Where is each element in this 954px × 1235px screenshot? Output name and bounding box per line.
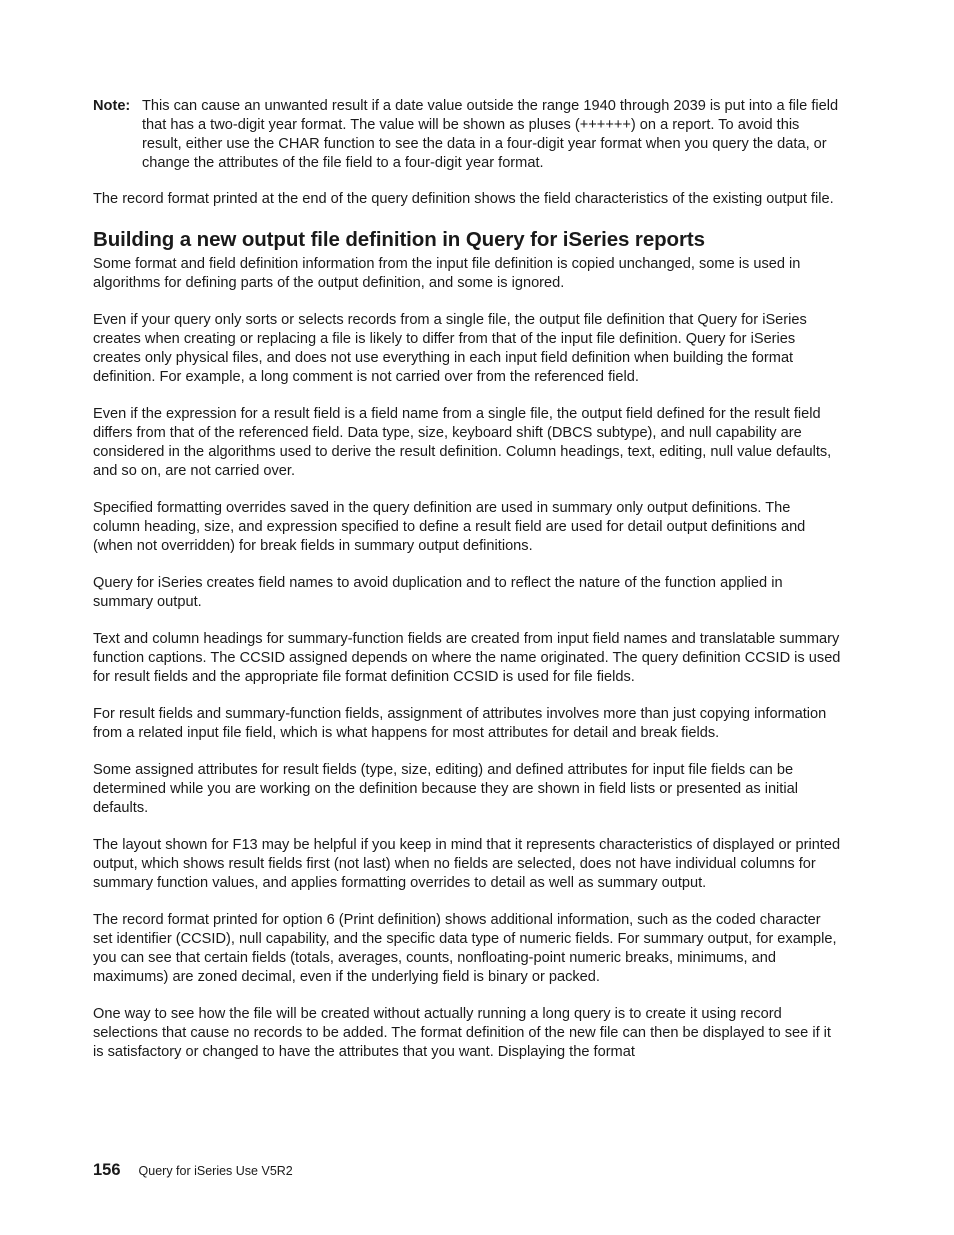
paragraph-6: Text and column headings for summary-function fields are created from input field names and translatable summary function captions. The CCSID assigned depends on where the name originated. The query definition CCSID is used for result fields and the appropriate file format definition CCSID is used for file fields. bbox=[93, 631, 841, 685]
paragraph-10: The record format printed for option 6 (Print definition) shows additional information, such as the coded character set identifier (CCSID), null capability, and the specific data type of numeric fields. For summary output, for example, you can see that certain fields (totals, averages, counts, nonfloating-point numeric breaks, minimums, and maximums) are zoned decimal, even if the underlying field is binary or packed. bbox=[93, 912, 837, 985]
intro-paragraph: The record format printed at the end of the query definition shows the field characteristics of the existing output file. bbox=[93, 191, 834, 207]
page-content bbox=[93, 97, 841, 1080]
book-title: Query for iSeries Use V5R2 bbox=[138, 1164, 293, 1178]
paragraph-9: The layout shown for F13 may be helpful if you keep in mind that it represents characteristics of displayed or printed output, which shows result fields first (not last) when no fields are selected, does not have individual columns for summary function values, and applies formatting overrides to detail as well as summary output. bbox=[93, 837, 841, 891]
section-heading: Building a new output file definition in Query for iSeries reports bbox=[93, 228, 705, 251]
note-text: This can cause an unwanted result if a date value outside the range 1940 through 2039 is put into a file field that has a two-digit year format. The value will be shown as pluses (++++++) on a report. To avoid this result, either use the CHAR function to see the data in a four-digit year format when you query the data, or change the attributes of the file field to a four-digit year format. bbox=[142, 98, 839, 171]
paragraph-7: For result fields and summary-function fields, assignment of attributes involves more than just copying information from a related input file field, which is what happens for most attributes for detail and break fields. bbox=[93, 706, 827, 741]
paragraph-2: Even if your query only sorts or selects records from a single file, the output file definition that Query for iSeries creates when creating or replacing a file is likely to differ from that of the input file definition. Query for iSeries creates only physical files, and does not use everything in each input field definition when building the format definition. For example, a long comment is not carried over from the referenced field. bbox=[93, 312, 807, 385]
paragraph-8: Some assigned attributes for result fields (type, size, editing) and defined attributes for input file fields can be determined while you are working on the definition because they are shown in field lists or presented as initial defaults. bbox=[93, 762, 798, 816]
note-block bbox=[93, 97, 841, 173]
note-label: Note: bbox=[93, 98, 131, 114]
page-footer bbox=[93, 1161, 293, 1180]
paragraph-4: Specified formatting overrides saved in the query definition are used in summary only output definitions. The column heading, size, and expression specified to define a result field are used for detail output definitions and (when not overridden) for break fields in summary output definitions. bbox=[93, 500, 806, 554]
page-number: 156 bbox=[93, 1161, 121, 1179]
paragraph-11: One way to see how the file will be created without actually running a long query is to create it using record selections that cause no records to be added. The format definition of the new file can then be displayed to see if it is satisfactory or changed to have the attributes that you want. Displaying the format bbox=[93, 1006, 831, 1060]
paragraph-1: Some format and field definition information from the input file definition is copied unchanged, some is used in algorithms for defining parts of the output definition, and some is ignored. bbox=[93, 256, 801, 291]
paragraph-3: Even if the expression for a result field is a field name from a single file, the output field defined for the result field differs from that of the referenced field. Data type, size, keyboard shift (DBCS subtype), and null capability are considered in the algorithms used to derive the result definition. Column headings, text, editing, null value defaults, and so on, are not carried over. bbox=[93, 406, 832, 479]
paragraph-5: Query for iSeries creates field names to avoid duplication and to reflect the nature of the function applied in summary output. bbox=[93, 575, 783, 610]
